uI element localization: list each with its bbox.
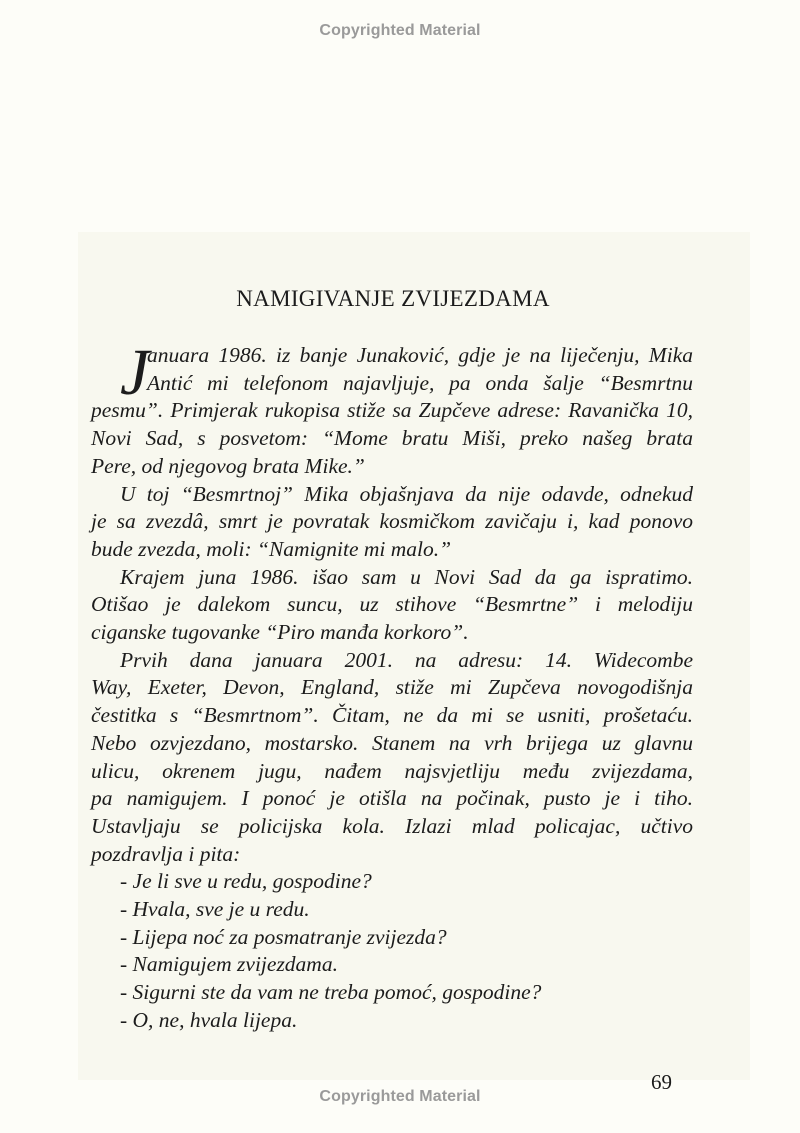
text-line: bude zvezda, moli: “Namignite mi malo.” xyxy=(91,536,452,561)
text-line: Krajem juna 1986. išao sam u Novi Sad da ga ispratimo. xyxy=(120,564,693,589)
text-line: Way, Exeter, Devon, England, stiže mi Zupčeva novogodišnja xyxy=(91,675,693,700)
text-line: čestitka s “Besmrtnom”. Čitam, ne da mi se usniti, prošetaću. xyxy=(91,703,693,728)
text-line: ulicu, okrenem jugu, nađem najsvjetliju među zvijezdama, xyxy=(91,758,693,783)
text-line: Ustavljaju se policijska kola. Izlazi mlad policajac, učtivo xyxy=(91,813,693,838)
body-text xyxy=(91,336,693,1035)
text-line: je sa zvezdâ, smrt je povratak kosmičkom zavičaju i, kad ponovo xyxy=(91,509,693,534)
dialogue-line: - Lijepa noć za posmatranje zvijezda? xyxy=(120,924,447,949)
paragraph-3 xyxy=(91,564,693,647)
dialogue-line: - Namigujem zvijezdama. xyxy=(120,952,338,977)
text-line: Prvih dana januara 2001. na adresu: 14. Widecombe xyxy=(120,647,693,672)
text-line: Antić mi telefonom najavljuje, pa onda šalje “Besmrtnu xyxy=(147,370,693,395)
dialogue-line: - Sigurni ste da vam ne treba pomoć, gospodine? xyxy=(120,980,542,1005)
text-line: ciganske tugovanke “Piro manđa korkoro”. xyxy=(91,620,469,645)
dialogue-line: - O, ne, hvala lijepa. xyxy=(120,1007,298,1032)
watermark-bottom: Copyrighted Material xyxy=(319,1088,481,1105)
paragraph-4 xyxy=(91,647,693,869)
dialogue-line: - Je li sve u redu, gospodine? xyxy=(120,869,372,894)
text-line: pozdravlja i pita: xyxy=(91,841,241,866)
page-number: 69 xyxy=(651,1070,672,1094)
paragraph-1 xyxy=(91,336,693,481)
dialogue-line: - Hvala, sve je u redu. xyxy=(120,897,310,922)
text-line: Pere, od njegovog brata Mike.” xyxy=(91,453,365,478)
text-line: Otišao je dalekom suncu, uz stihove “Besmrtne” i melodiju xyxy=(91,592,693,617)
text-line: pesmu”. Primjerak rukopisa stiže sa Zupčeve adrese: Ravanička 10, xyxy=(91,398,693,423)
dialogue xyxy=(91,868,693,1034)
watermark-top: Copyrighted Material xyxy=(319,22,481,39)
paragraph-2 xyxy=(91,481,693,564)
text-line: Novi Sad, s posvetom: “Mome bratu Miši, preko našeg brata xyxy=(91,426,693,451)
text-line: anuara 1986. iz banje Junaković, gdje je na liječenju, Mika xyxy=(147,343,693,367)
drop-cap: J xyxy=(120,336,150,409)
chapter-title: NAMIGIVANJE ZVIJEZDAMA xyxy=(236,286,550,311)
text-line: pa namigujem. I ponoć je otišla na počinak, pusto je i tiho. xyxy=(91,786,693,811)
text-line: Nebo ozvjezdano, mostarsko. Stanem na vrh brijega uz glavnu xyxy=(91,730,693,755)
text-line: U toj “Besmrtnoj” Mika objašnjava da nije odavde, odnekud xyxy=(120,481,693,506)
